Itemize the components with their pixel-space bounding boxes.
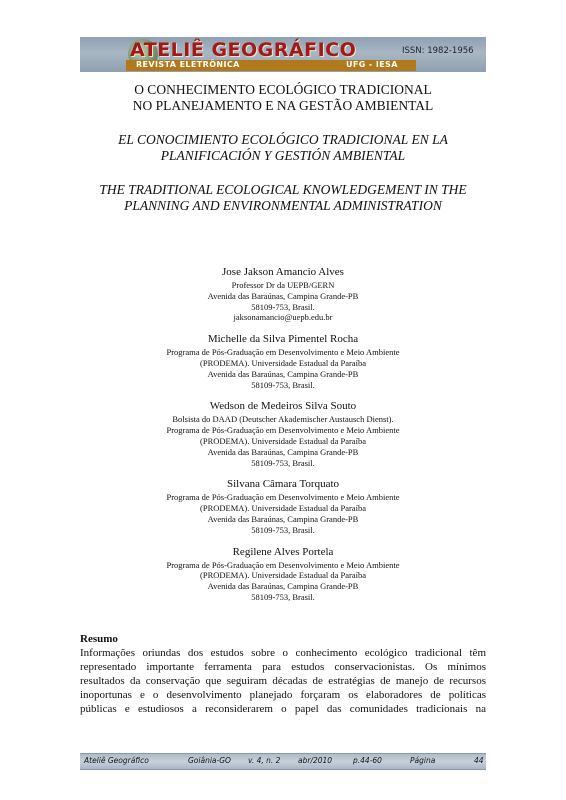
abstract-section — [80, 633, 486, 716]
author-postal: 58109-753, Brasil. — [251, 301, 315, 312]
title-line: PLANNING AND ENVIRONMENTAL ADMINISTRATION — [124, 198, 442, 213]
author-email: jaksonamancio@uepb.edu.br — [233, 312, 333, 323]
author-address: Avenida das Baraúnas, Campina Grande-PB — [207, 513, 359, 524]
abstract-line: inoportunas e o desenvolvimento planejado forçaram os elaboradores de políticas — [80, 689, 486, 701]
author-block — [80, 266, 486, 323]
author-list — [80, 266, 486, 613]
author-affiliation: Bolsista do DAAD (Deutscher Akademischer Austausch Dienst). — [172, 414, 394, 425]
author-block — [80, 400, 486, 468]
author-address: Avenida das Baraúnas, Campina Grande-PB — [207, 290, 359, 301]
author-name: Michelle da Silva Pimentel Rocha — [207, 333, 359, 346]
author-affiliation: Programa de Pós-Graduação em Desenvolvimento e Meio Ambiente — [166, 559, 400, 570]
title-line: THE TRADITIONAL ECOLOGICAL KNOWLEDGEMENT IN THE — [99, 182, 467, 197]
title-line: O CONHECIMENTO ECOLÓGICO TRADICIONAL — [134, 82, 432, 97]
title-english — [80, 182, 486, 214]
author-name: Jose Jakson Amancio Alves — [222, 266, 344, 278]
title-line: EL CONOCIMIENTO ECOLÓGICO TRADICIONAL EN LA — [118, 132, 448, 147]
author-address: Avenida das Baraúnas, Campina Grande-PB — [207, 581, 359, 592]
author-name: Wedson de Medeiros Silva Souto — [209, 400, 357, 413]
abstract-line: públicas e estudiosos a reconsiderarem o papel das comunidades tradicionais na — [80, 703, 486, 715]
author-postal: 58109-753, Brasil. — [251, 524, 315, 535]
author-affiliation: (PRODEMA). Universidade Estadual da Paraíba — [200, 357, 366, 368]
footer-page-label: Página — [410, 756, 436, 765]
footer-date: abr/2010 — [298, 756, 333, 765]
author-address: Avenida das Baraúnas, Campina Grande-PB — [207, 446, 359, 457]
title-line: PLANIFICACIÓN Y GESTIÓN AMBIENTAL — [160, 148, 406, 163]
author-name: Regilene Alves Portela — [232, 545, 334, 558]
author-block — [80, 478, 486, 535]
journal-brand: ATELIÊ GEOGRÁFICO — [130, 39, 357, 61]
author-postal: 58109-753, Brasil. — [251, 457, 315, 468]
footer-pages: p.44-60 — [353, 756, 382, 765]
journal-institution: UFG - IESA — [346, 60, 398, 69]
title-line: NO PLANEJAMENTO E NA GESTÃO AMBIENTAL — [132, 98, 434, 113]
footer-city: Goiânia-GO — [188, 756, 231, 765]
author-block — [80, 546, 486, 603]
author-affiliation: (PRODEMA). Universidade Estadual da Paraíba — [200, 503, 366, 514]
author-affiliation: Programa de Pós-Graduação em Desenvolvimento e Meio Ambiente — [166, 492, 400, 503]
page-footer — [80, 753, 486, 770]
abstract-line: Informações oriundas dos estudos sobre o conhecimento ecológico tradicional têm — [80, 647, 486, 659]
author-postal: 58109-753, Brasil. — [251, 379, 315, 390]
author-block — [80, 333, 486, 390]
journal-header-banner — [80, 37, 486, 72]
author-affiliation: Programa de Pós-Graduação em Desenvolvimento e Meio Ambiente — [166, 347, 400, 358]
author-postal: 58109-753, Brasil. — [251, 591, 315, 602]
abstract-heading: Resumo — [80, 633, 118, 645]
journal-issn: ISSN: 1982-1956 — [402, 46, 474, 56]
footer-page-number: 44 — [474, 756, 484, 765]
author-address: Avenida das Baraúnas, Campina Grande-PB — [207, 368, 359, 379]
author-affiliation: (PRODEMA). Universidade Estadual da Paraíba — [200, 570, 366, 581]
author-name: Silvana Câmara Torquato — [226, 478, 340, 491]
author-affiliation: (PRODEMA). Universidade Estadual da Paraíba — [200, 435, 366, 446]
abstract-line: representado importante ferramenta para estudos conservacionistas. Os mínimos — [80, 661, 486, 673]
abstract-body — [80, 646, 486, 716]
title-portuguese — [80, 82, 486, 114]
title-spanish — [80, 132, 486, 164]
abstract-line: resultados da conservação que seguiram décadas de estratégias de manejo de recursos — [80, 675, 486, 687]
footer-volume: v. 4, n. 2 — [248, 756, 281, 765]
author-affiliation: Programa de Pós-Graduação em Desenvolvimento e Meio Ambiente — [166, 425, 400, 436]
journal-subtitle: REVISTA ELETRÔNICA — [136, 60, 240, 69]
author-affiliation: Professor Dr da UEPB/GERN — [231, 280, 335, 290]
footer-journal: Ateliê Geográfico — [84, 756, 149, 765]
